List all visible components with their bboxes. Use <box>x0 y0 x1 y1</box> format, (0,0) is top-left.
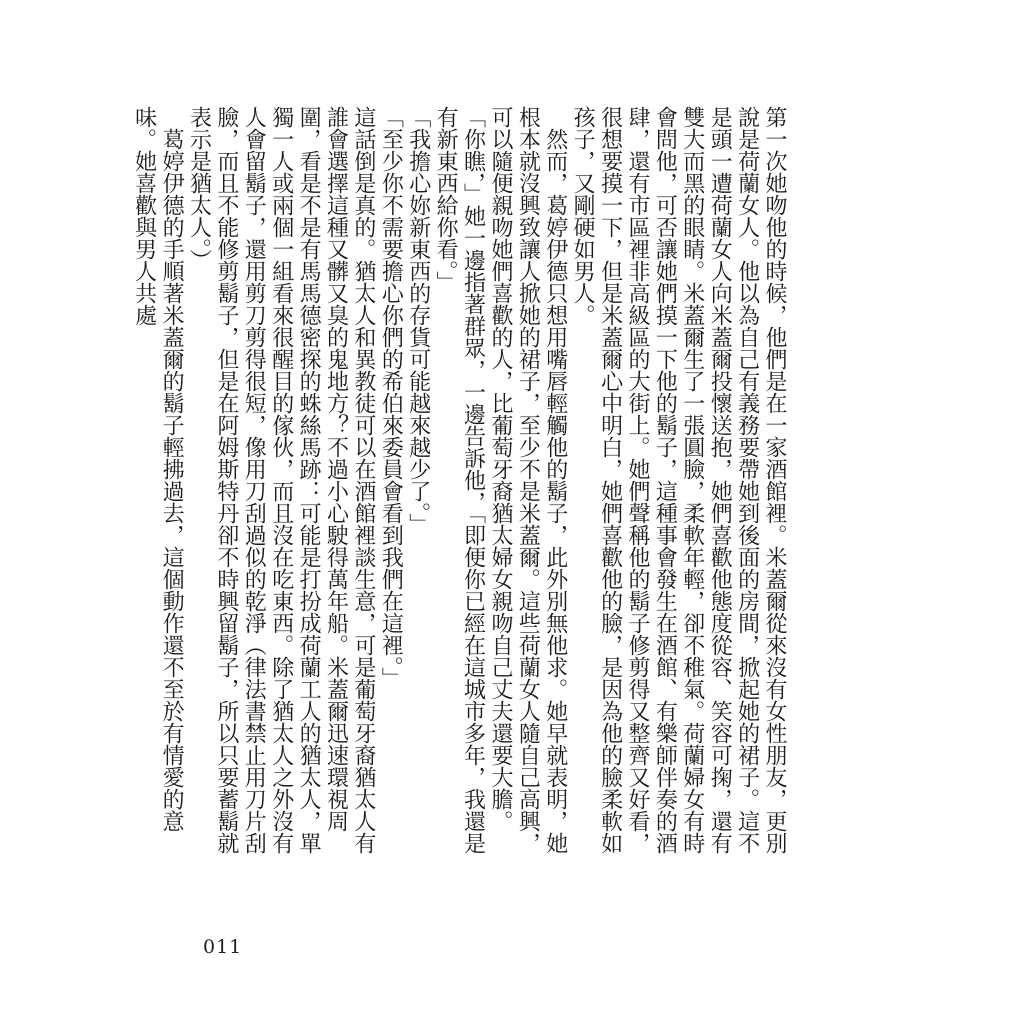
paragraph-2: 然而，葛婷伊德只想用嘴唇輕觸他的鬍子，此外別無他求。她早就表明，她根本就沒興致讓人掀她的裙子，至少不是米蓋爾。這些荷蘭女人隨自己高興，可以隨便親吻她們喜歡的人，比葡萄牙裔猶太婦女親吻自己丈夫還要大膽。 <box>487 106 568 854</box>
vertical-text-body <box>131 106 788 866</box>
paragraph-4: 「我擔心妳新東西的存貨可能越來越少了。」 <box>405 106 431 535</box>
paragraph-5: 「至少你不需要擔心你們的希伯來委員會看到我們在這裡。」 <box>378 106 404 689</box>
paragraph-6: 這話倒是真的。猶太人和異教徒可以在酒館裡談生意，可是葡萄牙裔猶太人有誰會選擇這種又髒又臭的鬼地方？不過小心駛得萬年船。米蓋爾迅速環視周圍，看是不是有馬馬德密探的蛛絲馬跡：可能是打扮成荷蘭工人的猶太人，單獨一人或兩個一組看來很醒目的傢伙，而且沒在吃東西。除了猶太人之外沒有人會留鬍子，還用剪刀剪得很短，像用刀刮過似的乾淨（律法書禁止用刀片刮臉，而且不能修剪鬍子，但是在阿姆斯特丹卻不時興留鬍子，所以只要蓄鬍就表示是猶太人。） <box>186 106 376 854</box>
paragraph-3: 「你瞧，」她一邊指著群眾，一邊告訴他，「即便你已經在這城市多年，我還是有新東西給你看。」 <box>433 106 486 854</box>
paragraph-1: 第一次她吻他的時候，他們是在一家酒館裡。米蓋爾從來沒有女性朋友，更別說是荷蘭女人。他以為自己有義務要帶她到後面的房間，掀起她的裙子。這不是頭一遭荷蘭女人向米蓋爾投懷送抱，她們喜歡他態度從容、笑容可掬，還有雙大而黑的眼睛。米蓋爾生了一張圓臉，柔軟年輕，卻不稚氣。荷蘭婦女有時會問他，可否讓她們摸一下他的鬍子，這種事會發生在酒館、有樂師伴奏的酒肆，還有市區裡非高級區的大街上。她們聲稱他的鬍子修剪得又整齊又好看，很想要摸一下，但是米蓋爾心中明白，她們喜歡他的臉，是因為他的臉柔軟如孩子，又剛硬如男人。 <box>570 106 787 854</box>
page-number: 011 <box>203 936 243 958</box>
paragraph-7: 葛婷伊德的手順著米蓋爾的鬍子輕拂過去，這個動作還不至於有情愛的意味。她喜歡與男人共處 <box>131 106 185 832</box>
